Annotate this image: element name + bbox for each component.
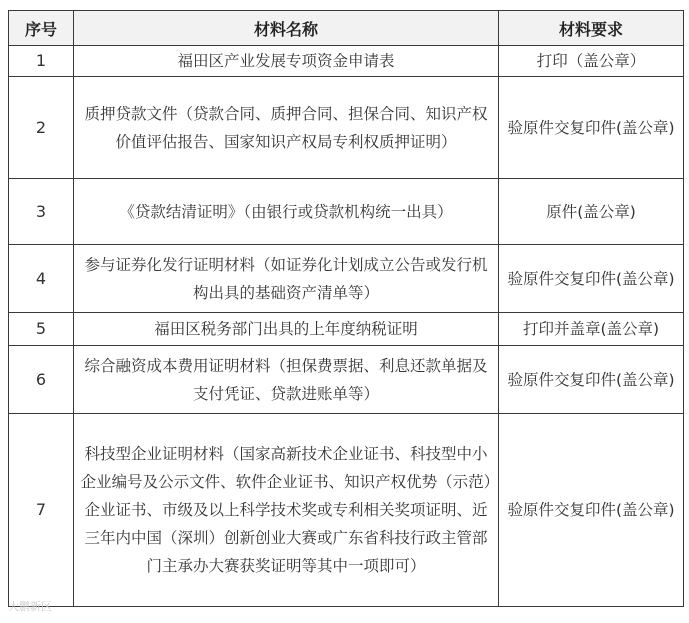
table-row <box>9 179 684 245</box>
table-row <box>9 346 684 414</box>
header-material-name: 材料名称 <box>74 11 499 46</box>
row-requirement: 原件(盖公章) <box>499 179 684 245</box>
row-material-name: 福田区税务部门出具的上年度纳税证明 <box>74 313 499 346</box>
table-row <box>9 77 684 179</box>
materials-table <box>8 10 684 607</box>
table-row <box>9 414 684 607</box>
row-material-name: 福田区产业发展专项资金申请表 <box>74 46 499 77</box>
row-requirement: 验原件交复印件(盖公章) <box>499 346 684 414</box>
header-seq: 序号 <box>9 11 74 46</box>
row-seq: 1 <box>9 46 74 77</box>
row-material-name: 质押贷款文件（贷款合同、质押合同、担保合同、知识产权价值评估报告、国家知识产权局专利权质押证明） <box>74 77 499 179</box>
row-material-name: 参与证券化发行证明材料（如证券化计划成立公告或发行机构出具的基础资产清单等） <box>74 245 499 313</box>
row-material-name: 科技型企业证明材料（国家高新技术企业证书、科技型中小企业编号及公示文件、软件企业证书、知识产权优势（示范）企业证书、市级及以上科学技术奖或专利相关奖项证明、近三年内中国（深圳）创新创业大赛或广东省科技行政主管部门主承办大赛获奖证明等其中一项即可） <box>74 414 499 607</box>
header-material-requirement: 材料要求 <box>499 11 684 46</box>
row-seq: 5 <box>9 313 74 346</box>
watermark: 大鹏新区 <box>8 600 52 613</box>
row-seq: 2 <box>9 77 74 179</box>
row-material-name: 综合融资成本费用证明材料（担保费票据、利息还款单据及支付凭证、贷款进账单等） <box>74 346 499 414</box>
row-requirement: 验原件交复印件(盖公章) <box>499 77 684 179</box>
table-row <box>9 313 684 346</box>
row-seq: 4 <box>9 245 74 313</box>
table-row <box>9 245 684 313</box>
row-seq: 3 <box>9 179 74 245</box>
table-header-row <box>9 11 684 46</box>
row-requirement: 验原件交复印件(盖公章) <box>499 414 684 607</box>
row-requirement: 打印（盖公章） <box>499 46 684 77</box>
table-row <box>9 46 684 77</box>
row-seq: 6 <box>9 346 74 414</box>
row-material-name: 《贷款结清证明》（由银行或贷款机构统一出具） <box>74 179 499 245</box>
row-requirement: 验原件交复印件(盖公章) <box>499 245 684 313</box>
row-seq: 7 <box>9 414 74 607</box>
row-requirement: 打印并盖章(盖公章) <box>499 313 684 346</box>
